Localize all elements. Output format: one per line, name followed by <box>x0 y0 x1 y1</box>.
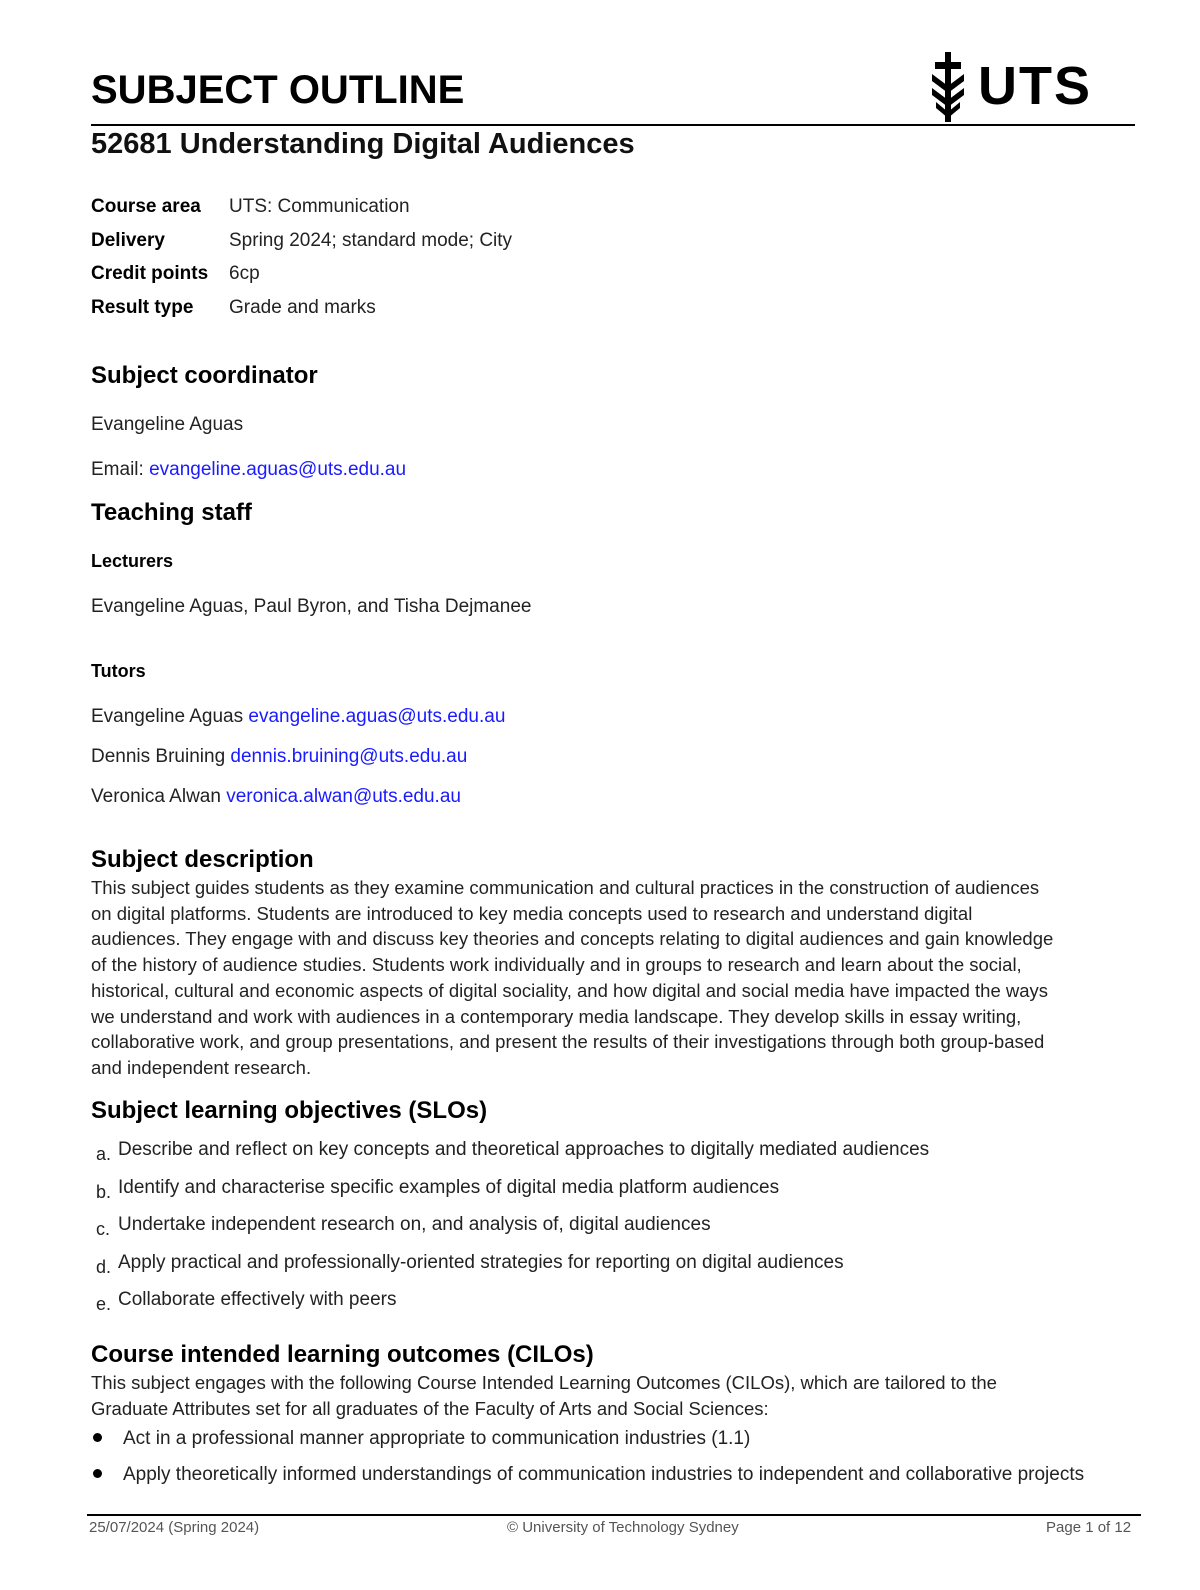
description-line: on digital platforms. Students are introduced to key media concepts used to research and understand digital <box>91 902 973 924</box>
subject-description-text <box>91 875 1131 1081</box>
bullet-icon <box>93 1433 102 1442</box>
meta-row-result-type <box>91 295 512 329</box>
meta-label: Credit points <box>91 263 209 284</box>
tutor-email-link[interactable]: dennis.bruining@uts.edu.au <box>230 746 468 767</box>
slo-item <box>96 1174 1136 1212</box>
uts-logo <box>926 52 1096 122</box>
meta-row-course-area <box>91 194 512 228</box>
slo-marker: e. <box>96 1294 112 1314</box>
tutor-email-link[interactable]: evangeline.aguas@uts.edu.au <box>248 706 506 727</box>
tutor-entry <box>91 706 505 728</box>
coordinator-email-link[interactable]: evangeline.aguas@uts.edu.au <box>149 459 407 480</box>
cilo-list <box>91 1426 1141 1498</box>
cilo-text: Act in a professional manner appropriate to communication industries (1.1) <box>123 1428 751 1449</box>
slo-marker: a. <box>96 1144 112 1164</box>
tutor-email-link[interactable]: veronica.alwan@uts.edu.au <box>226 786 461 807</box>
description-line: of the history of audience studies. Students work individually and in groups to research and learn about the social, <box>91 954 1022 976</box>
footer-divider <box>87 1514 1141 1516</box>
slo-item <box>96 1211 1136 1249</box>
tutor-name: Dennis Bruining <box>91 746 226 767</box>
slos-heading: Subject learning objectives (SLOs) <box>91 1097 488 1124</box>
tutor-name: Evangeline Aguas <box>91 706 244 727</box>
lecturers-list: Evangeline Aguas, Paul Byron, and Tisha Dejmanee <box>91 596 532 617</box>
description-line: historical, cultural and economic aspects of digital sociality, and how digital and social media have impacted the ways <box>91 979 1049 1001</box>
coordinator-email-line <box>91 459 406 481</box>
lecturers-heading: Lecturers <box>91 551 174 571</box>
cilos-heading: Course intended learning outcomes (CILOs) <box>91 1341 594 1368</box>
uts-emblem-icon <box>926 52 974 122</box>
coordinator-heading: Subject coordinator <box>91 362 318 389</box>
meta-label: Course area <box>91 196 201 217</box>
coordinator-name: Evangeline Aguas <box>91 414 244 435</box>
tutors-heading: Tutors <box>91 661 146 681</box>
document-title: SUBJECT OUTLINE <box>91 68 465 112</box>
slo-item <box>96 1136 1136 1174</box>
subject-description-heading: Subject description <box>91 846 314 873</box>
meta-value: Spring 2024; standard mode; City <box>229 229 513 251</box>
cilo-item <box>91 1462 1141 1498</box>
footer-copyright: © University of Technology Sydney <box>507 1519 739 1536</box>
footer-page-number: Page 1 of 12 <box>1046 1519 1132 1536</box>
cilos-intro <box>91 1370 1131 1421</box>
uts-logo-text: UTS <box>978 56 1092 116</box>
meta-label: Delivery <box>91 229 165 251</box>
subject-meta-table <box>91 194 512 328</box>
email-label: Email: <box>91 459 144 480</box>
footer-date: 25/07/2024 (Spring 2024) <box>89 1519 260 1536</box>
slo-text: Identify and characterise specific examples of digital media platform audiences <box>118 1176 780 1198</box>
slo-marker: c. <box>96 1219 111 1239</box>
slo-text: Collaborate effectively with peers <box>118 1289 397 1310</box>
meta-value: Grade and marks <box>229 296 376 318</box>
subject-title: 52681 Understanding Digital Audiences <box>91 128 635 160</box>
cilo-item <box>91 1426 1141 1462</box>
header-divider <box>91 124 1135 126</box>
meta-label: Result type <box>91 296 194 318</box>
meta-value: UTS: Communication <box>229 196 410 217</box>
slo-item <box>96 1249 1136 1287</box>
slo-marker: d. <box>96 1256 112 1277</box>
tutor-entry <box>91 746 467 768</box>
cilos-intro-line: This subject engages with the following Course Intended Learning Outcomes (CILOs), which are tailored to the <box>91 1372 997 1393</box>
description-line: and independent research. <box>91 1056 312 1078</box>
slo-marker: b. <box>96 1181 112 1202</box>
cilos-intro-line: Graduate Attributes set for all graduates of the Faculty of Arts and Social Sciences: <box>91 1397 769 1419</box>
description-line: This subject guides students as they examine communication and cultural practices in the construction of audiences <box>91 877 1040 898</box>
description-line: we understand and work with audiences in a contemporary media landscape. They develop skills in essay writing, <box>91 1005 1022 1027</box>
description-line: collaborative work, and group presentations, and present the results of their investigations through both group-based <box>91 1031 1045 1053</box>
slo-text: Undertake independent research on, and analysis of, digital audiences <box>118 1214 711 1235</box>
teaching-staff-heading: Teaching staff <box>91 499 252 526</box>
meta-row-credit-points <box>91 261 512 295</box>
description-line: audiences. They engage with and discuss key theories and concepts relating to digital audiences and gain knowledge <box>91 928 1054 950</box>
cilo-text: Apply theoretically informed understandings of communication industries to independent and collaborative projects <box>123 1464 1085 1485</box>
tutor-name: Veronica Alwan <box>91 786 221 807</box>
slo-list <box>96 1136 1136 1324</box>
bullet-icon <box>93 1469 102 1478</box>
tutor-entry <box>91 786 461 808</box>
slo-text: Describe and reflect on key concepts and theoretical approaches to digitally mediated audiences <box>118 1139 930 1160</box>
slo-item <box>96 1286 1136 1324</box>
meta-value: 6cp <box>229 263 260 284</box>
slo-text: Apply practical and professionally-oriented strategies for reporting on digital audiences <box>118 1251 844 1273</box>
meta-row-delivery <box>91 228 512 262</box>
